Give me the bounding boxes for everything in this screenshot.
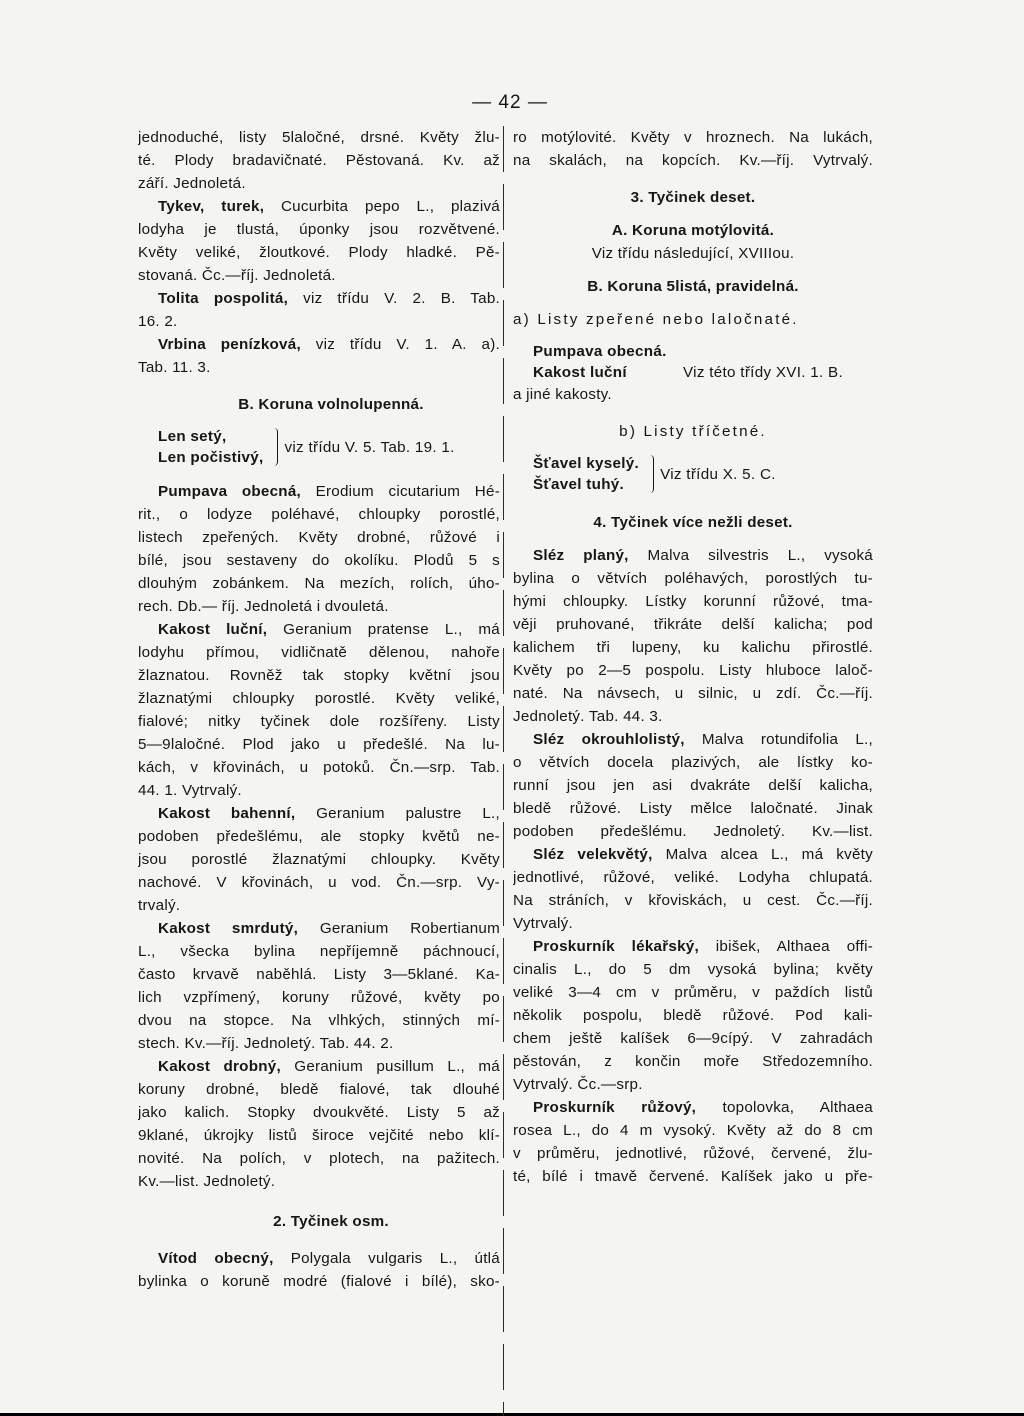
- text-line: lodyha je tlustá, úponky jsou rozvětvené.: [138, 221, 500, 238]
- text-line: dvou na stopce. Na vlhkých, stinných mí-: [138, 1012, 500, 1029]
- text-line: na skalách, na kopcích. Kv.—říj. Vytrvalý.: [513, 152, 873, 169]
- text-line: kách, v křovinách, u potoků. Čn.—srp. Tab.: [138, 759, 500, 776]
- text-line: Kakost luční, Geranium pratense L., má: [158, 621, 500, 638]
- text-line: stech. Kv.—říj. Jednoletý. Tab. 44. 2.: [138, 1035, 394, 1052]
- text-line: několik pospolu, bledě růžové. Pod kali-: [513, 1007, 873, 1024]
- left-text-block-1: [138, 126, 500, 379]
- text-line: jednotlivé, růžové, veliké. Lodyha chlupatá.: [513, 869, 873, 886]
- text-line: rosea L., do 4 m vysoký. Květy až do 8 cm: [513, 1122, 873, 1139]
- section-heading-b-koruna-5lista: B. Koruna 5listá, pravidelná.: [587, 278, 799, 295]
- text-line: 44. 1. Vytrvalý.: [138, 782, 242, 799]
- text-line: hými chloupky. Lístky korunní růžové, tma-: [513, 593, 873, 610]
- text-line: Sléz okrouhlolistý, Malva rotundifolia L.,: [533, 731, 873, 748]
- text-line: 9klané, úkrojky listů široce vejčité nebo klí-: [138, 1127, 500, 1144]
- table-a-name: Pumpava obecná.: [533, 343, 667, 360]
- left-column: [138, 126, 500, 1293]
- stavel-reference: Viz třídu X. 5. C.: [660, 465, 776, 483]
- text-line: Kv.—list. Jednoletý.: [138, 1173, 276, 1190]
- text-line: lich vzpřímený, koruny růžové, květy po: [138, 989, 500, 1006]
- table-a-name: Kakost luční: [533, 364, 627, 381]
- text-line: pěstován, z končin moře Středozemního.: [513, 1053, 873, 1070]
- text-line: té. Plody bradavičnaté. Pěstovaná. Kv. až: [138, 152, 500, 169]
- text-line: žlaznatými chloupky porostlé. Květy veliké,: [138, 690, 500, 707]
- text-line: věji pruhované, třikráte delší kalicha; pod: [513, 616, 873, 633]
- text-line: Sléz velekvětý, Malva alcea L., má květy: [533, 846, 873, 863]
- text-line: cinalis L., do 5 dm vysoká bylina; květy: [513, 961, 873, 978]
- text-line: dlouhým zobánkem. Na mezích, rolích, úho-: [138, 575, 500, 592]
- text-line: Jednoletý. Tab. 44. 3.: [513, 708, 663, 725]
- stavel-name: Šťavel tuhý.: [533, 476, 625, 493]
- text-line: trvalý.: [138, 897, 181, 914]
- len-group: [138, 426, 500, 470]
- text-line: stovaná. Čc.—říj. Jednoletá.: [138, 267, 336, 284]
- text-line: bílé, jsou sestaveny do okolíku. Plodů 5 s: [138, 552, 500, 569]
- brace: [643, 455, 654, 493]
- text-line: Vítod obecný, Polygala vulgaris L., útlá: [158, 1250, 500, 1267]
- text-line: Proskurník lékařský, ibišek, Althaea offi-: [533, 938, 873, 955]
- text-line: Kakost drobný, Geranium pusillum L., má: [158, 1058, 500, 1075]
- len-reference: viz třídu V. 5. Tab. 19. 1.: [284, 438, 455, 456]
- text-line: Tab. 11. 3.: [138, 359, 211, 376]
- text-line: runní jsou jen asi dvakráte delší kalicha,: [513, 777, 873, 794]
- text-line: novité. Na polích, v plotech, na pažitech.: [138, 1150, 500, 1167]
- brace: [267, 428, 278, 466]
- left-text-block-3: [138, 1247, 500, 1293]
- text-line: kalichem tři lupeny, ku kalichu přirostlé.: [513, 639, 873, 656]
- text-line: Sléz planý, Malva silvestris L., vysoká: [533, 547, 873, 564]
- text-line: 16. 2.: [138, 313, 178, 330]
- text-line: Kakost bahenní, Geranium palustre L.,: [158, 805, 500, 822]
- text-line: Kakost smrdutý, Geranium Robertianum: [158, 920, 500, 937]
- text-line: nachové. V křovinách, u vod. Čn.—srp. Vy-: [138, 874, 500, 891]
- text-line: rech. Db.— říj. Jednoletá i dvouletá.: [138, 598, 389, 615]
- text-line: koruny drobné, bledě fialové, tak dlouhé: [138, 1081, 500, 1098]
- subsection-b-listy-tricetne: b) Listy tříčetné.: [619, 423, 767, 440]
- right-text-block-1: [513, 126, 873, 172]
- text-line: jednoduché, listy 5laločné, drsné. Květy žlu-: [138, 129, 500, 146]
- text-line: naté. Na návsech, u silnic, u zdí. Čc.—říj.: [513, 685, 873, 702]
- section-heading-4-tycinek-vice: 4. Tyčinek více nežli deset.: [593, 514, 793, 531]
- text-line: ro motýlovité. Květy v hroznech. Na lukách,: [513, 129, 873, 146]
- text-line: o větvích docela plazivých, ale lístky ko-: [513, 754, 873, 771]
- subsection-a-listy-zperene: a) Listy zpeřené nebo laločnaté.: [513, 311, 799, 328]
- text-line: Květy po 2—5 pospolu. Listy hluboce laloč-: [513, 662, 873, 679]
- text-line: Proskurník růžový, topolovka, Althaea: [533, 1099, 873, 1116]
- text-line: lodyhu přímou, vidličnatě dělenou, nahoře: [138, 644, 500, 661]
- text-line: bledě růžové. Listy mělce laločnaté. Jinak: [513, 800, 873, 817]
- stavel-group: [513, 453, 873, 497]
- section-heading-b-koruna-volnolupenna: B. Koruna volnolupenná.: [238, 396, 424, 413]
- text-line: L., všecka bylina nepříjemně páchnoucí,: [138, 943, 500, 960]
- text-line: jako kalich. Stopky dvoukvěté. Listy 5 až: [138, 1104, 500, 1121]
- section-heading-a-koruna-motylovita: A. Koruna motýlovitá.: [611, 222, 775, 239]
- text-line: bylina o větvích poléhavých, porostlých tu-: [513, 570, 873, 587]
- text-line: jsou porostlé žlaznatými chloupky. Květy: [138, 851, 500, 868]
- text-line: Tykev, turek, Cucurbita pepo L., plazivá: [158, 198, 500, 215]
- text-line: žlaznatou. Rovněž tak stopky květní jsou: [138, 667, 500, 684]
- text-line: Pumpava obecná, Erodium cicutarium Hé-: [158, 483, 500, 500]
- text-line: často krvavě naběhlá. Listy 3—5klané. Ka-: [138, 966, 500, 983]
- text-line: Vytrvalý.: [513, 915, 573, 932]
- text-line: podoben předešlému, ale stopky květů ne-: [138, 828, 500, 845]
- text-line: té, bílé i tmavě červené. Kalíšek jako u pře-: [513, 1168, 873, 1185]
- text-line: Květy veliké, žloutkové. Plody hladké. Pě-: [138, 244, 500, 261]
- text-line: podoben předešlému. Jednoletý. Kv.—list.: [513, 823, 873, 840]
- table-a-row: [533, 362, 873, 383]
- table-a-ref: Viz této třídy XVI. 1. B.: [683, 364, 844, 381]
- right-text-block-2: [513, 544, 873, 1188]
- text-line: bylinka o koruně modré (fialové i bílé), sko-: [138, 1273, 500, 1290]
- text-line: listech zpeřených. Květy drobné, růžové i: [138, 529, 500, 546]
- section-heading-2-tycinek-osm: 2. Tyčinek osm.: [273, 1213, 389, 1230]
- text-line: Vrbina penízková, viz třídu V. 1. A. a).: [158, 336, 500, 353]
- text-line: rit., o lodyze poléhavé, chloupky porostlé,: [138, 506, 500, 523]
- len-name: Len počistivý,: [158, 449, 264, 466]
- text-line: Vytrvalý. Čc.—srp.: [513, 1076, 643, 1093]
- right-column: [513, 126, 873, 1188]
- table-a: [513, 341, 873, 383]
- table-a-row: [533, 341, 873, 362]
- text-line: fialové; nitky tyčinek dole rozšířeny. Listy: [138, 713, 500, 730]
- text-line: září. Jednoletá.: [138, 175, 246, 192]
- text-line: v průměru, jednotlivé, růžové, červené, žlu-: [513, 1145, 873, 1162]
- section-heading-3-tycinek-deset: 3. Tyčinek deset.: [630, 189, 756, 206]
- table-a-tail: a jiné kakosty.: [513, 386, 612, 403]
- text-line: veliké 3—4 cm v průměru, v paždích listů: [513, 984, 873, 1001]
- stavel-name: Šťavel kyselý.: [533, 455, 640, 472]
- text-line: 5—9laločné. Plod jako u předešlé. Na lu-: [138, 736, 500, 753]
- table-a-ref: [683, 341, 873, 362]
- reference-xviii: Viz třídu následující, XVIIIou.: [591, 245, 795, 262]
- text-line: chem ještě kalíšek 6—9cípý. V zahradách: [513, 1030, 873, 1047]
- text-line: Tolita pospolitá, viz třídu V. 2. B. Tab.: [158, 290, 500, 307]
- column-divider: [503, 126, 504, 1416]
- page-number: — 42 —: [472, 92, 548, 113]
- len-name: Len setý,: [158, 428, 227, 445]
- text-line: Na stráních, v křoviskách, u cest. Čc.—říj.: [513, 892, 873, 909]
- left-text-block-2: [138, 480, 500, 1193]
